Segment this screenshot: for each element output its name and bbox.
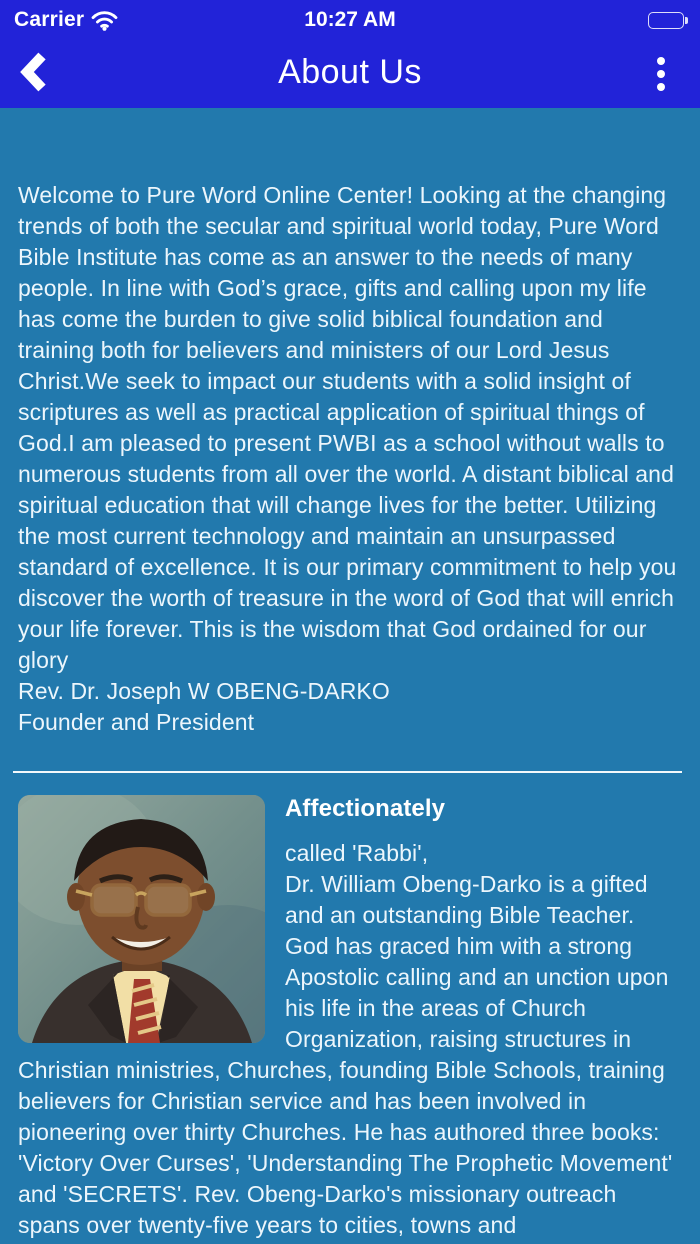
nav-bar [0,36,700,108]
portrait-photo [18,795,265,1043]
status-bar [0,0,700,36]
intro-text: Welcome to Pure Word Online Center! Looking at the changing trends of both the secular and spiritual world today, Pure Word Bible Institute has come as an answer to the needs of many people. In line with God’s grace, gifts and calling upon my life has come the burden to give solid biblical foundation and training both for believers and ministers of our Lord Jesus Christ.We seek to impact our students with a solid insight of scriptures as well as practical application of spiritual things of God.I am pleased to present PWBI as a school without walls to numerous students from all over the world. A distant biblical and spiritual education that will change lives for the better. Utilizing the most current technology and maintain an unsurpassed standard of excellence. It is our primary commitment to help you discover the worth of treasure in the word of God that will enrich your life forever. This is the wisdom that God ordained for our glory [18,182,677,673]
divider [13,771,682,773]
bio-paragraph: Dr. William Obeng-Darko is a gifted and an outstanding Bible Teacher. God has graced him with a strong Apostolic calling and an unction upon his life in the areas of Church Organization, raising structures in Christian ministries, Churches, founding Bible Schools, training believers for Christian service and has been involved in pioneering over thirty Churches. He has authored three books: 'Victory Over Curses', 'Understanding The Prophetic Movement' and 'SECRETS'. Rev. Obeng-Darko's missionary outreach spans over twenty-five years to cities, towns and [18,871,673,1238]
signature-title: Founder and President [18,709,255,735]
battery-icon [648,12,689,29]
page-title: About Us [278,52,422,91]
intro-paragraph [18,180,684,738]
about-content [0,108,700,1241]
bio-heading: Affectionately [285,795,446,822]
bio-subheading: called 'Rabbi', [285,840,429,866]
portrait-image [18,795,265,1043]
vertical-ellipsis-icon [657,57,666,66]
clock: 10:27 AM [304,8,396,31]
header [0,0,700,108]
chevron-left-icon [19,52,49,92]
back-button[interactable] [14,50,54,94]
bio-section [18,793,684,1241]
overflow-menu-button[interactable] [650,54,672,94]
carrier-label: Carrier [14,8,85,31]
signature-name: Rev. Dr. Joseph W OBENG-DARKO [18,678,390,704]
